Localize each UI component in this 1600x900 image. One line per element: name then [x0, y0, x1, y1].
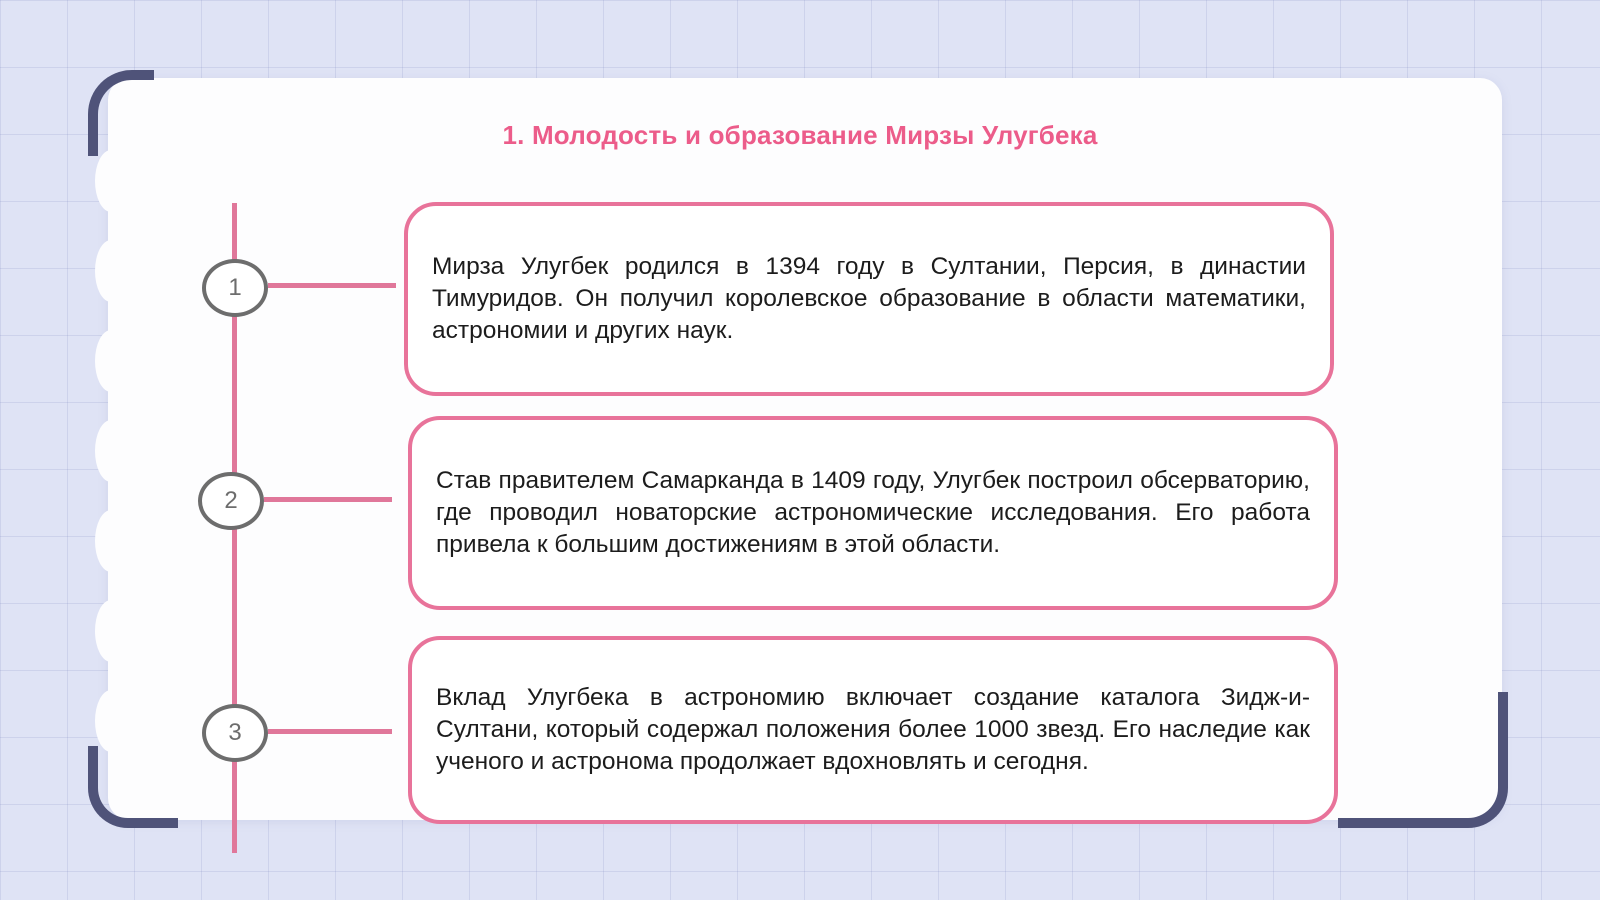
card-scallop — [95, 510, 127, 572]
corner-bracket-bottom-right — [1338, 692, 1508, 828]
card-scallop — [95, 600, 127, 662]
marker-number: 2 — [224, 487, 238, 514]
card-scallop — [95, 150, 127, 212]
timeline-marker — [202, 704, 268, 762]
timeline-item-box — [408, 636, 1338, 824]
marker-number: 3 — [228, 719, 242, 746]
timeline-item-text: Став правителем Самарканда в 1409 году, Улугбек построил обсерваторию, где проводил новаторские астрономические исследования. Его работа привела к большим достижениям в этой области. — [436, 467, 1310, 558]
timeline-item-box — [404, 202, 1334, 396]
timeline-item-box — [408, 416, 1338, 610]
slide-title: 1. Молодость и образование Мирзы Улугбека — [502, 120, 1098, 150]
card-scallop — [95, 240, 127, 302]
card-scallop — [95, 330, 127, 392]
timeline-marker — [198, 472, 264, 530]
corner-bracket-bottom-left — [88, 746, 178, 828]
timeline-connector — [264, 497, 392, 502]
card-scallop — [95, 690, 127, 752]
timeline-marker — [202, 259, 268, 317]
timeline-item-text: Вклад Улугбека в астрономию включает создание каталога Зидж-и-Султани, который содержал положения более 1000 звезд. Его наследие как ученого и астронома продолжает вдохновлять и сегодня. — [436, 684, 1310, 775]
marker-number: 1 — [228, 274, 242, 301]
card-scallop — [95, 420, 127, 482]
timeline-item-text: Мирза Улугбек родился в 1394 году в Султании, Персия, в династии Тимуридов. Он получил королевское образование в области математики, астрономии и других наук. — [432, 253, 1306, 344]
timeline-connector — [268, 283, 396, 288]
timeline-connector — [268, 729, 392, 734]
